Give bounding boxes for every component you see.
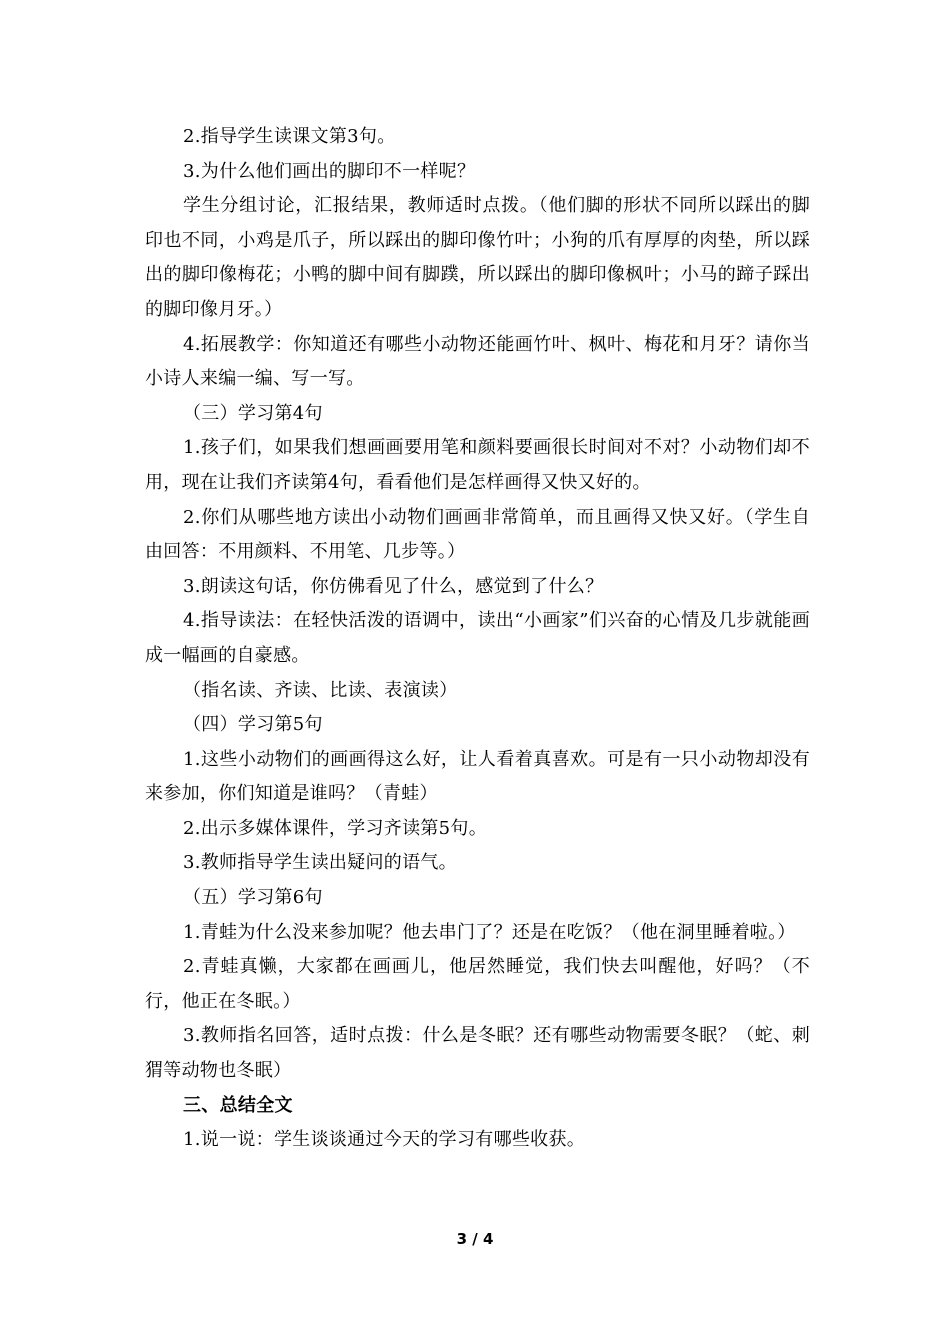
paragraph: 3.为什么他们画出的脚印不一样呢？	[183, 160, 476, 182]
paragraph: 2.你们从哪些地方读出小动物们画画非常简单，而且画得又快又好。（学生自由回答：不用颜料、不用笔、几步等。）	[145, 506, 810, 563]
paragraph: 4.拓展教学：你知道还有哪些小动物还能画竹叶、枫叶、梅花和月牙？请你当小诗人来编一编、写一写。	[145, 333, 810, 390]
section-heading: 三、总结全文	[183, 1094, 293, 1116]
paragraph: （四）学习第5句	[183, 714, 323, 736]
paragraph: （指名读、齐读、比读、表演读）	[183, 679, 458, 701]
paragraph: 1.青蛙为什么没来参加呢？他去串门了？还是在吃饭？（他在洞里睡着啦。）	[183, 921, 796, 943]
paragraph: 3.教师指导学生读出疑问的语气。	[183, 852, 457, 874]
page-number: 3 / 4	[456, 1230, 494, 1248]
paragraph: 4.指导读法：在轻快活泼的语调中，读出“小画家”们兴奋的心情及几步就能画成一幅画的自豪感。	[145, 610, 810, 666]
paragraph: 3.朗读这句话，你仿佛看见了什么，感觉到了什么？	[183, 575, 604, 597]
paragraph: 1.说一说：学生谈谈通过今天的学习有哪些收获。	[183, 1129, 586, 1151]
document-body	[145, 120, 810, 1158]
paragraph: 学生分组讨论，汇报结果，教师适时点拨。（他们脚的形状不同所以踩出的脚印也不同，小鸡是爪子，所以踩出的脚印像竹叶；小狗的爪有厚厚的肉垫，所以踩出的脚印像梅花；小鸭的脚中间有脚蹼，所以踩出的脚印像枫叶；小马的蹄子踩出的脚印像月牙。）	[145, 195, 810, 320]
paragraph: 2.青蛙真懒，大家都在画画儿，他居然睡觉，我们快去叫醒他，好吗？（不行，他正在冬眠。）	[145, 956, 810, 1012]
paragraph: 1.这些小动物们的画画得这么好，让人看着真喜欢。可是有一只小动物却没有来参加，你们知道是谁吗？（青蛙）	[145, 748, 810, 805]
paragraph: 3.教师指名回答，适时点拨：什么是冬眠？还有哪些动物需要冬眠？（蛇、刺猬等动物也冬眠）	[145, 1025, 810, 1082]
paragraph: 1.孩子们，如果我们想画画要用笔和颜料要画很长时间对不对？小动物们却不用，现在让我们齐读第4句，看看他们是怎样画得又快又好的。	[145, 437, 810, 493]
paragraph: 2.出示多媒体课件，学习齐读第5句。	[183, 817, 488, 839]
paragraph: 2.指导学生读课文第3句。	[183, 126, 396, 147]
paragraph: （五）学习第6句	[183, 887, 323, 909]
paragraph: （三）学习第4句	[183, 402, 323, 424]
